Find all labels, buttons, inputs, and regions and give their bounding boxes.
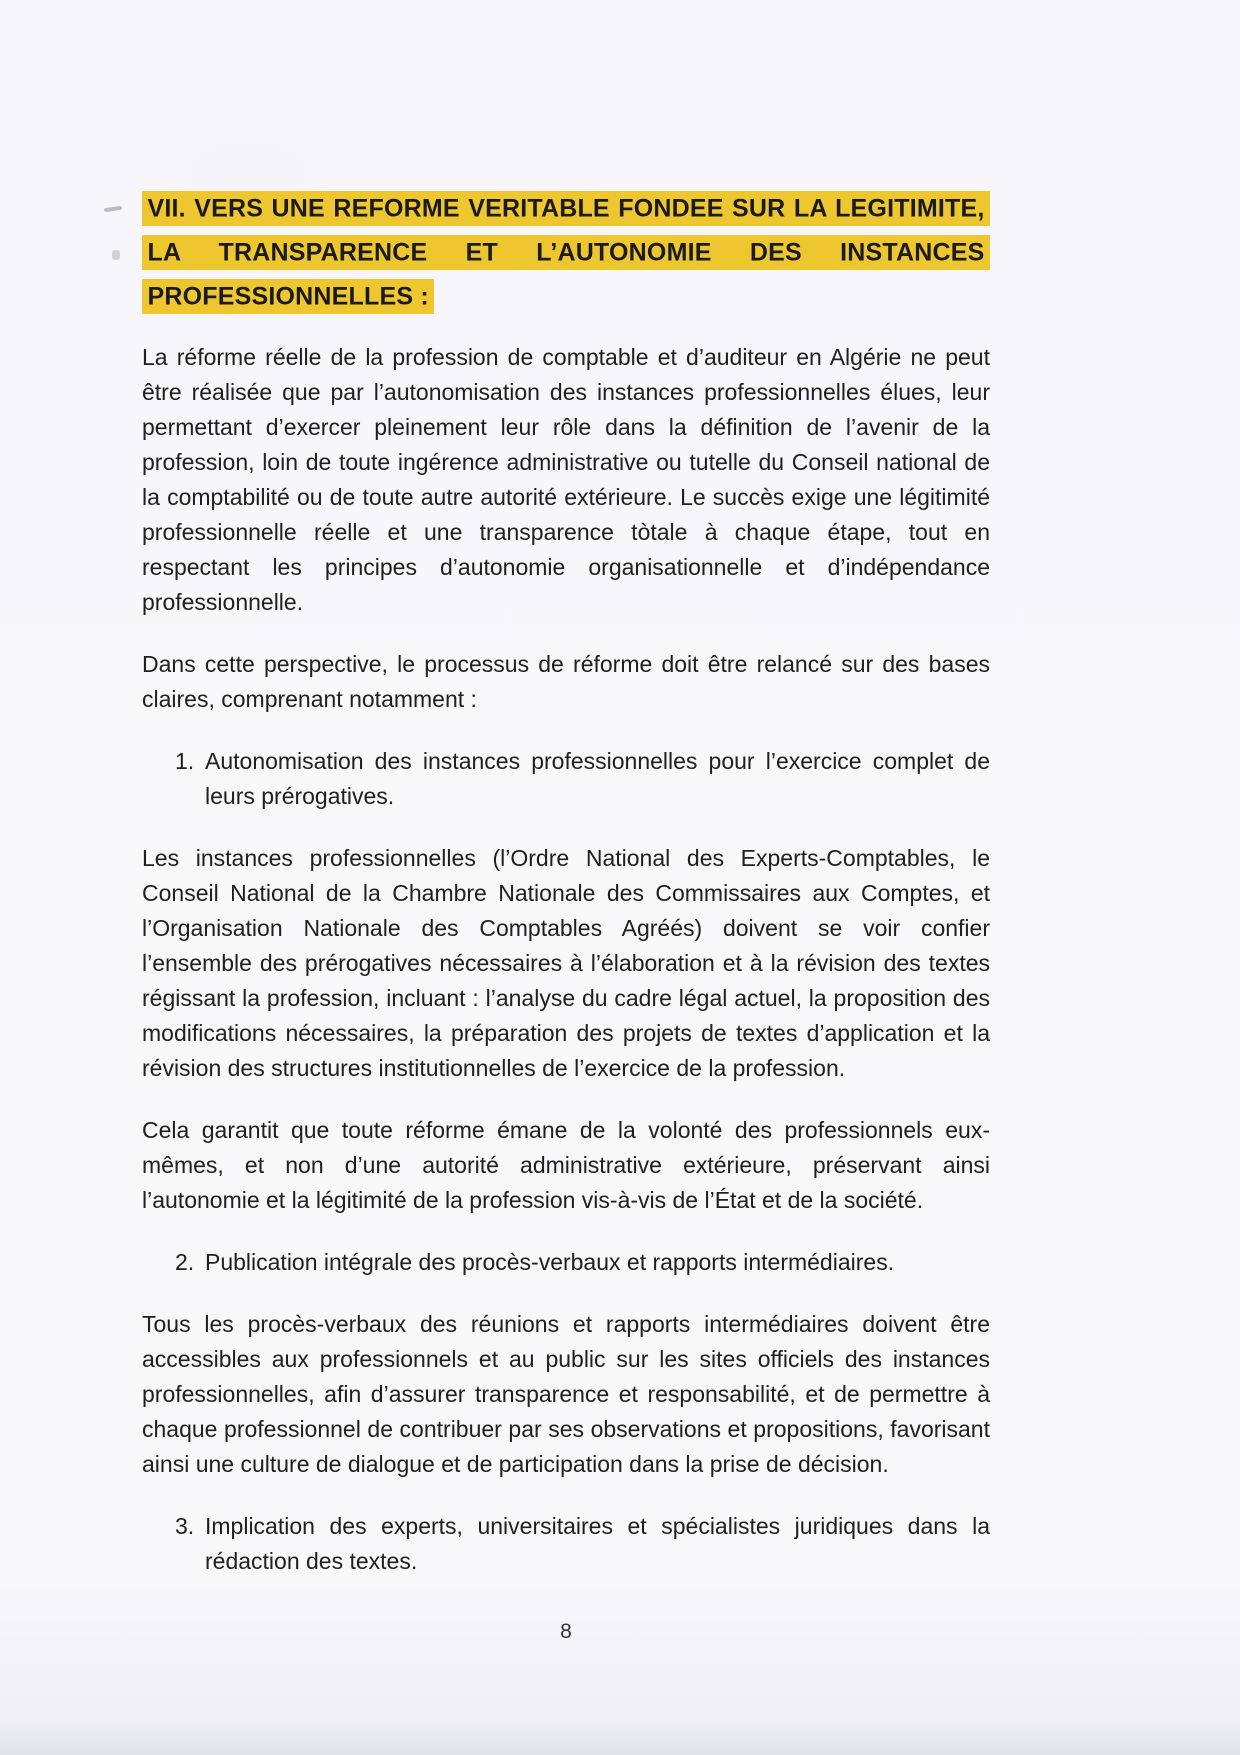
list-item xyxy=(142,744,990,814)
list-item-number: 3. xyxy=(175,1513,195,1539)
paragraph-instances: Les instances professionnelles (l’Ordre National des Experts-Comptables, le Conseil National de la Chambre Nationale des Commissaires aux Comptes, et l’Organisation Nationale des Comptables Agréés) doivent se voir confier l’ensemble des prérogatives nécessaires à l’élaboration et à la révision des textes régissant la profession, incluant : l’analyse du cadre légal actuel, la proposition des modifications nécessaires, la préparation des projets de textes d’application et la révision des structures institutionnelles de l’exercice de la profession. xyxy=(142,845,990,1081)
scan-artifact-mark xyxy=(112,250,120,260)
section-heading-highlight: VII. VERS UNE REFORME VERITABLE FONDEE SUR LA LEGITIMITE, LA TRANSPARENCE ET L’AUTONOMIE DES INSTANCES PROFESSIONNELLES : xyxy=(142,191,990,314)
paragraph-perspective: Dans cette perspective, le processus de réforme doit être relancé sur des bases claires, comprenant notamment : xyxy=(142,651,990,712)
paragraph-intro: La réforme réelle de la profession de comptable et d’auditeur en Algérie ne peut être réalisée que par l’autonomisation des instances professionnelles élues, leur permettant d’exercer pleinement leur rôle dans la définition de l’avenir de la profession, loin de toute ingérence administrative ou tutelle du Conseil national de la comptabilité ou de toute autre autorité extérieure. Le succès exige une légitimité professionnelle réelle et une transparence tòtale à chaque étape, tout en respectant les principes d’autonomie organisationnelle et d’indépendance professionnelle. xyxy=(142,344,990,615)
list-item-text: Autonomisation des instances professionnelles pour l’exercice complet de leurs prérogatives. xyxy=(205,748,990,809)
list-item-text: Publication intégrale des procès-verbaux et rapports intermédiaires. xyxy=(205,1249,895,1275)
list-item xyxy=(142,1509,990,1579)
section-heading xyxy=(142,186,990,318)
page-number: 8 xyxy=(560,1620,572,1643)
scan-artifact-mark xyxy=(104,206,122,212)
list-item-number: 2. xyxy=(175,1249,195,1275)
list-item xyxy=(142,1245,990,1280)
paragraph-proces-verbaux: Tous les procès-verbaux des réunions et rapports intermédiaires doivent être accessibles aux professionnels et au public sur les sites officiels des instances professionnelles, afin d’assurer transparence et responsabilité, et de permettre à chaque professionnel de contribuer par ses observations et propositions, favorisant ainsi une culture de dialogue et de participation dans la prise de décision. xyxy=(142,1311,990,1477)
list-item-text: Implication des experts, universitaires et spécialistes juridiques dans la rédaction des textes. xyxy=(205,1513,990,1574)
paragraph-garantie: Cela garantit que toute réforme émane de la volonté des professionnels eux-mêmes, et non d’une autorité administrative extérieure, préservant ainsi l’autonomie et la légitimité de la profession vis-à-vis de l’État et de la société. xyxy=(142,1117,990,1213)
text-block xyxy=(142,186,990,1606)
list-item-number: 1. xyxy=(175,748,195,774)
